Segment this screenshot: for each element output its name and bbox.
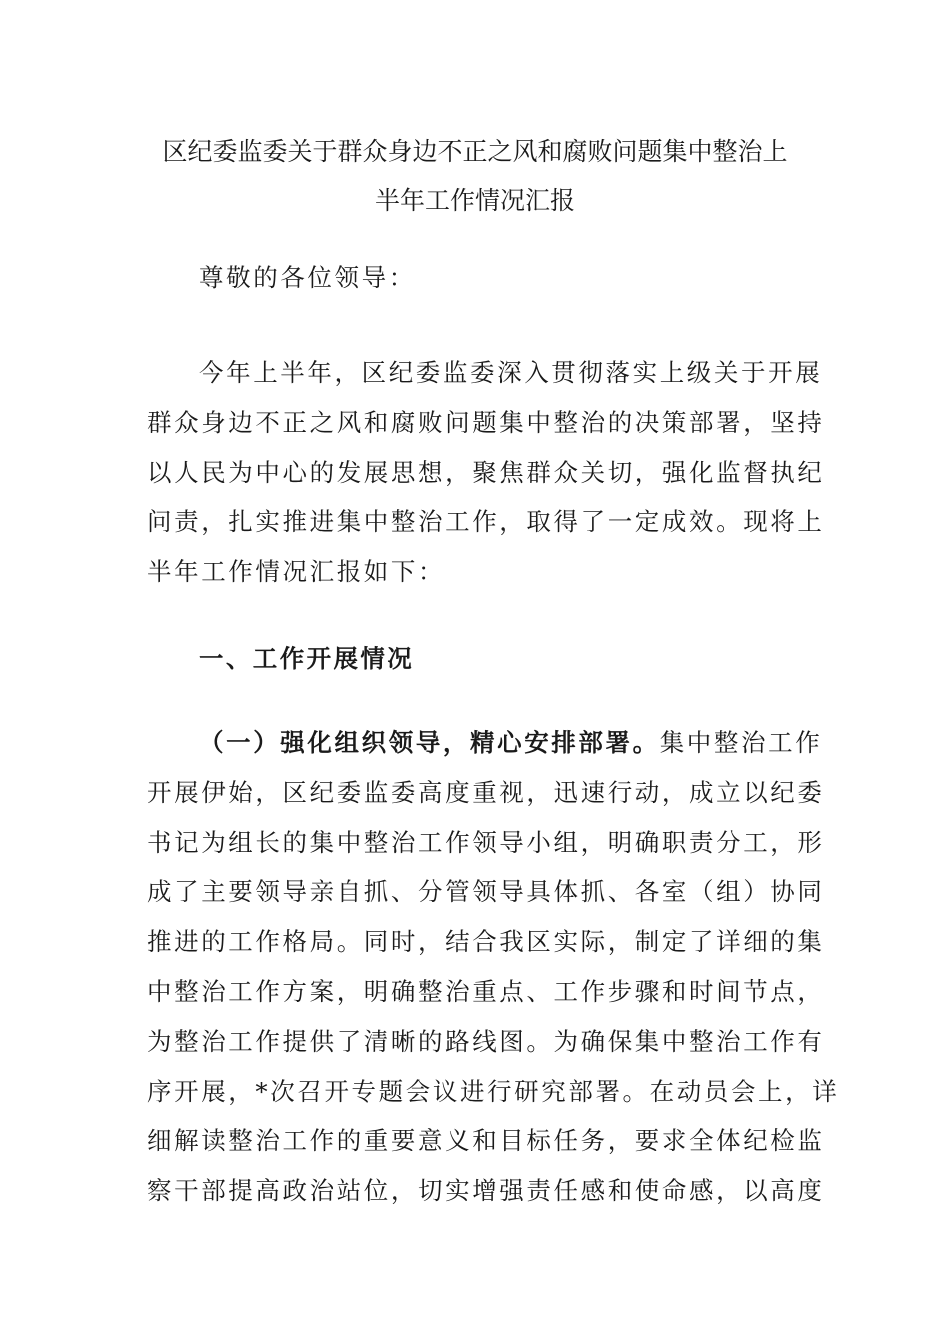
subsection-paragraph (147, 718, 840, 1216)
subsection-line: 中整治工作方案，明确整治重点、工作步骤和时间节点， (147, 976, 825, 1006)
subsection-line: 序开展，*次召开专题会议进行研究部署。在动员会上，详 (147, 1076, 840, 1106)
subsection-line: 成了主要领导亲自抓、分管领导具体抓、各室（组）协同 (147, 877, 825, 907)
subsection-first-line (147, 718, 823, 768)
document-title-line-1: 区纪委监委关于群众身边不正之风和腐败问题集中整治上 (162, 137, 788, 166)
salutation: 尊敬的各位领导： (199, 263, 416, 292)
intro-line: 问责，扎实推进集中整治工作，取得了一定成效。现将上 (147, 507, 825, 537)
subsection-line: 为整治工作提供了清晰的路线图。为确保集中整治工作有 (147, 1026, 825, 1056)
subsection-bold-lead: （一）强化组织领导，精心安排部署。 (199, 728, 660, 757)
subsection-first-line-rest: 集中整治工作 (659, 728, 823, 757)
subsection-line: 推进的工作格局。同时，结合我区实际，制定了详细的集 (147, 927, 825, 957)
intro-line: 以人民为中心的发展思想，聚焦群众关切，强化监督执纪 (147, 457, 825, 487)
salutation-paragraph (147, 253, 807, 303)
document-title-line-2: 半年工作情况汇报 (374, 186, 575, 215)
subsection-line: 开展伊始，区纪委监委高度重视，迅速行动，成立以纪委 (147, 777, 825, 807)
section-heading: 一、工作开展情况 (199, 644, 415, 673)
intro-line: 群众身边不正之风和腐败问题集中整治的决策部署，坚持 (147, 407, 825, 437)
intro-line: 半年工作情况汇报如下： (147, 557, 446, 587)
subsection-line: 书记为组长的集中整治工作领导小组，明确职责分工，形 (147, 827, 825, 857)
intro-paragraph (147, 348, 825, 597)
subsection-line: 细解读整治工作的重要意义和目标任务，要求全体纪检监 (147, 1126, 825, 1156)
intro-line: 今年上半年，区纪委监委深入贯彻落实上级关于开展 (199, 358, 823, 387)
subsection-line: 察干部提高政治站位，切实增强责任感和使命感，以高度 (147, 1176, 825, 1206)
